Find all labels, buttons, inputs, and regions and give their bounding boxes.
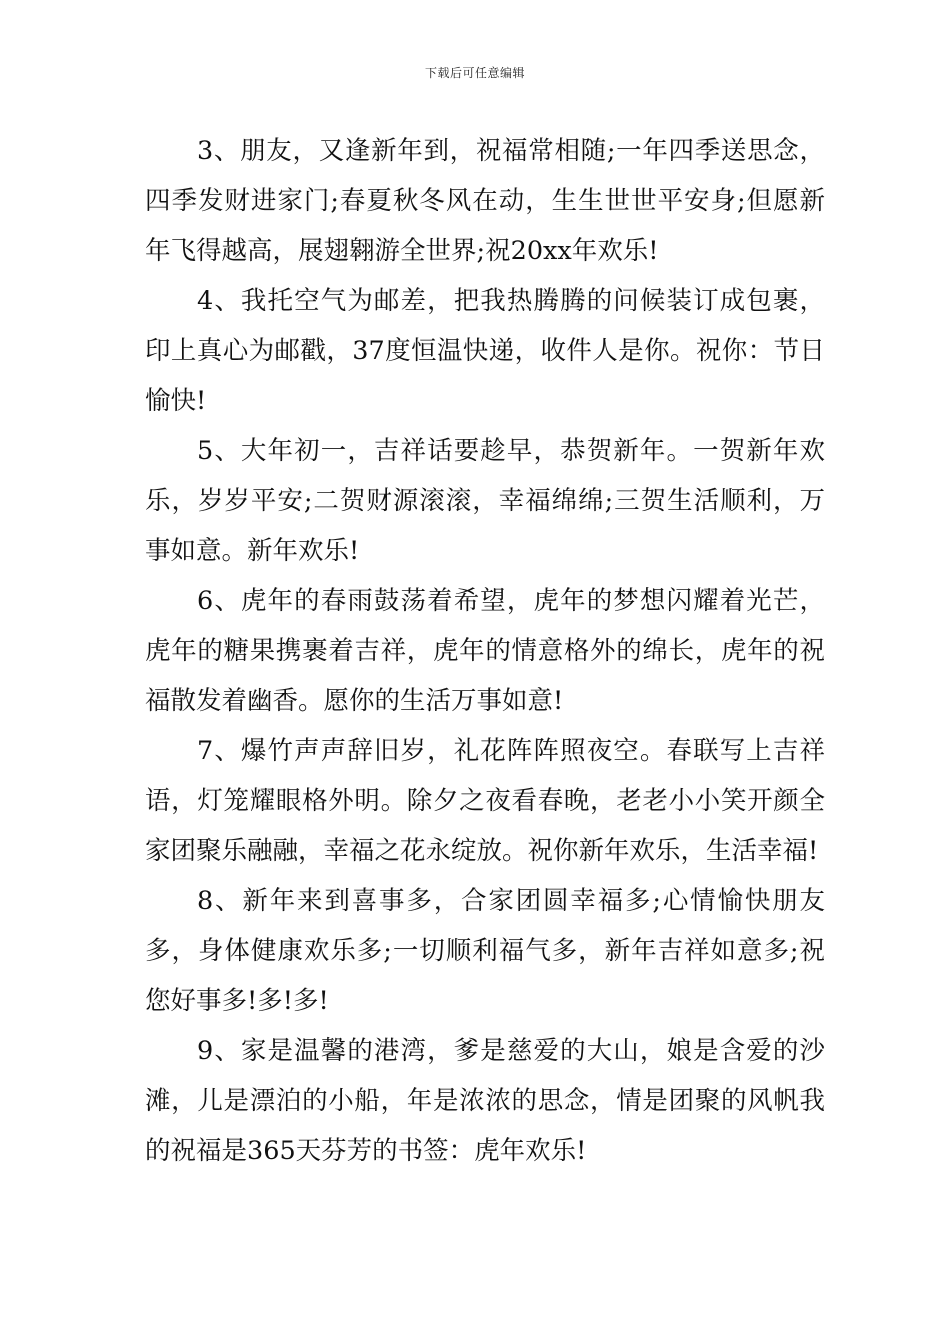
paragraph-8: 8、新年来到喜事多，合家团圆幸福多;心情愉快朋友多，身体健康欢乐多;一切顺利福气多，新年吉祥如意多;祝您好事多!多!多!: [145, 886, 825, 1016]
page-header: 下载后可任意编辑: [424, 66, 525, 80]
paragraph-7: 7、爆竹声声辞旧岁，礼花阵阵照夜空。春联写上吉祥语，灯笼耀眼格外明。除夕之夜看春晚，老老小小笑开颜全家团聚乐融融，幸福之花永绽放。祝你新年欢乐，生活幸福!: [145, 736, 825, 866]
paragraph-9: 9、家是温馨的港湾，爹是慈爱的大山，娘是含爱的沙滩，儿是漂泊的小船，年是浓浓的思念，情是团聚的风帆我的祝福是365天芬芳的书签：虎年欢乐!: [145, 1036, 825, 1166]
document-body: [145, 126, 825, 1176]
paragraph-3: 3、朋友，又逢新年到，祝福常相随;一年四季送思念，四季发财进家门;春夏秋冬风在动，生生世世平安身;但愿新年飞得越高，展翅翱游全世界;祝20xx年欢乐!: [145, 136, 825, 266]
paragraph-5: 5、大年初一，吉祥话要趁早，恭贺新年。一贺新年欢乐，岁岁平安;二贺财源滚滚，幸福绵绵;三贺生活顺利，万事如意。新年欢乐!: [145, 436, 825, 566]
paragraph-4: 4、我托空气为邮差，把我热腾腾的问候装订成包裹，印上真心为邮戳，37度恒温快递，收件人是你。祝你：节日愉快!: [145, 286, 825, 416]
paragraph-6: 6、虎年的春雨鼓荡着希望，虎年的梦想闪耀着光芒，虎年的糖果携裹着吉祥，虎年的情意格外的绵长，虎年的祝福散发着幽香。愿你的生活万事如意!: [145, 586, 825, 716]
